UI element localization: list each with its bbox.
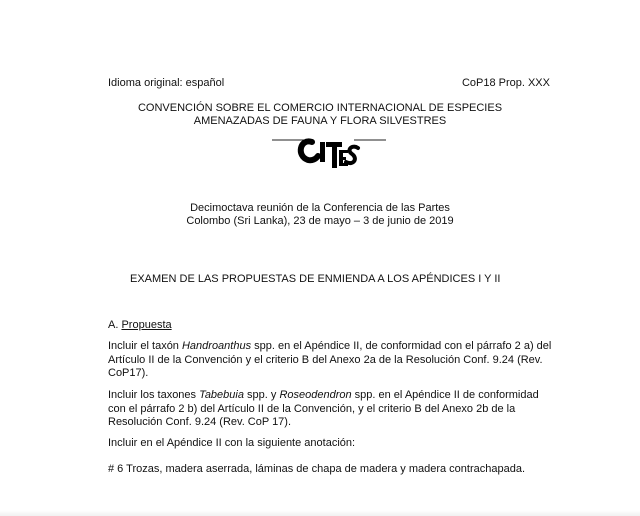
section-label: Propuesta (121, 319, 172, 331)
section-heading (108, 319, 172, 331)
page-edge-shadow (0, 510, 640, 516)
meeting-info (90, 202, 550, 228)
exam-title: EXAMEN DE LAS PROPUESTAS DE ENMIENDA A LOS APÉNDICES I Y II (130, 273, 501, 285)
paragraph-handroanthus (108, 340, 556, 381)
section-prefix: A. (108, 319, 119, 331)
p2-text-a: Incluir los taxones (108, 389, 200, 401)
convention-title-line1: CONVENCIÓN SOBRE EL COMERCIO INTERNACIONAL DE ESPECIES (137, 102, 503, 114)
convention-title-line2: AMENAZADAS DE FAUNA Y FLORA SILVESTRES (193, 115, 447, 127)
meeting-place-date: Colombo (Sri Lanka), 23 de mayo – 3 de junio de 2019 (186, 215, 454, 227)
p2-text-c: spp. en el Apéndice II de conformidad con el párrafo 2 b) del Artículo II de la Convención, y el criterio B del Anexo 2b de la Resolución Conf. 9.24 (Rev. CoP 17). (108, 389, 539, 428)
taxon-roseodendron: Roseodendron (279, 389, 352, 401)
document-reference: CoP18 Prop. XXX (461, 77, 550, 89)
p1-text-b: spp. en el Apéndice II, de conformidad con el párrafo 2 a) del Artículo II de la Convención y el criterio B del Anexo 2a de la Resolución Conf. 9.24 (Rev. CoP17). (108, 340, 552, 379)
meeting-title: Decimoctava reunión de la Conferencia de las Partes (190, 202, 450, 214)
p1-text-a: Incluir el taxón (108, 340, 182, 352)
cites-logo (270, 132, 390, 176)
annotation-6: # 6 Trozas, madera aserrada, láminas de chapa de madera y madera contrachapada. (108, 463, 526, 475)
convention-title (90, 102, 550, 128)
cites-logo-icon (270, 132, 390, 176)
p2-text-b: spp. y (243, 389, 280, 401)
taxon-tabebuia: Tabebuia (199, 389, 244, 401)
paragraph-annotation-intro: Incluir en el Apéndice II con la siguiente anotación: (108, 437, 356, 449)
paragraph-tabebuia-roseodendron (108, 389, 556, 430)
taxon-handroanthus: Handroanthus (181, 340, 252, 352)
original-language: Idioma original: español (108, 77, 225, 89)
cites-logo-text: CITES (330, 174, 333, 175)
